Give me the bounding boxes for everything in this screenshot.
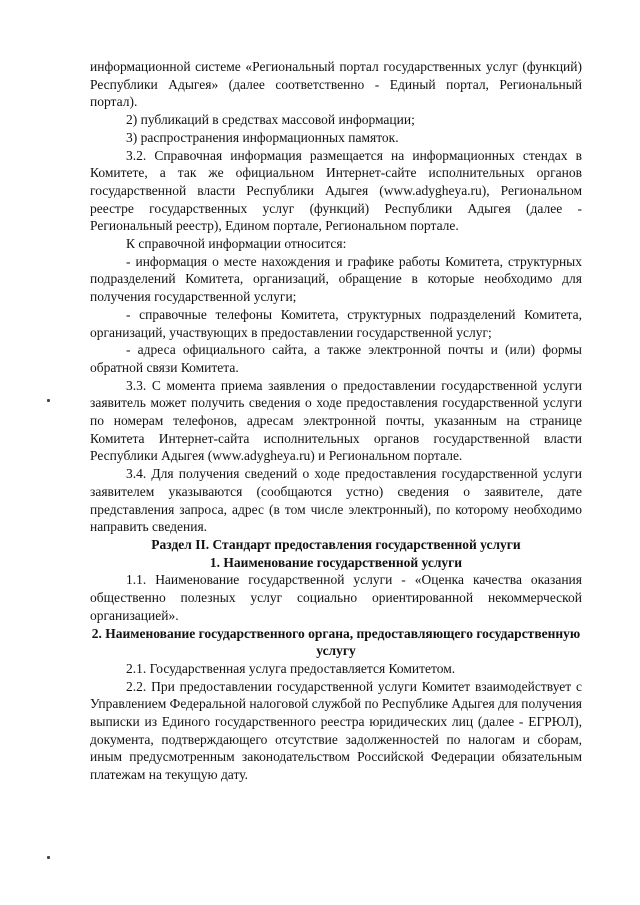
section-heading: Раздел II. Стандарт предоставления государственной услуги	[151, 536, 521, 552]
paragraph-list-item-2: 2) публикаций в средствах массовой информации;	[126, 112, 415, 128]
scan-speck	[47, 856, 50, 859]
paragraph-3-2: 3.2. Справочная информация размещается на информационных стендах в Комитете, а так же официальном Интернет-сайте исполнительных органов государственной власти Республики Адыгея (www.adygheya.ru), Региональном реестре государственных услуг (функций) Республики Адыгея (далее - Региональный реестр), Едином портале, Региональном портале.	[90, 147, 582, 234]
paragraph-1-1: 1.1. Наименование государственной услуги - «Оценка качества оказания общественно полезных услуг социально ориентированной некоммерческой организацией».	[90, 572, 582, 623]
paragraph-bullet-location: - информация о месте нахождения и графике работы Комитета, структурных подразделений Комитета, организаций, обращение в которые необходимо для получения государственной услуги;	[90, 253, 582, 305]
paragraph-2-1: 2.1. Государственная услуга предоставляется Комитетом.	[126, 660, 456, 676]
paragraph-portal-continuation: информационной системе «Региональный портал государственных услуг (функций) Республики Адыгея» (далее соответственно - Единый портал, Региональный портал).	[90, 59, 582, 110]
paragraph-list-item-3: 3) распространения информационных памяток.	[126, 129, 399, 145]
paragraph-3-4: 3.4. Для получения сведений о ходе предоставления государственной услуги заявителем указываются (сообщаются устно) сведения о заявителе, дате представления запроса, адрес (в том числе электронный), по которому необходимо направить сведения.	[90, 466, 582, 535]
paragraph-3-3: 3.3. С момента приема заявления о предоставлении государственной услуги заявитель может получить сведения о ходе предоставления государственной услуги по номерам телефонов, адресам электронной почты, указанным на странице Комитета Интернет-сайта исполнительных органов государственной власти Республики Адыгея (www.adygheya.ru) и Региональном портале.	[90, 377, 582, 464]
paragraph-reference-info-intro: К справочной информации относится:	[126, 236, 347, 252]
document-page	[90, 58, 582, 784]
scan-speck	[47, 399, 50, 402]
paragraph-2-2: 2.2. При предоставлении государственной услуги Комитет взаимодействует с Управлением Федеральной налоговой службой по Республике Адыгея для получения выписки из Единого государственного реестра юридических лиц (далее - ЕГРЮЛ), документа, подтверждающего отсутствие задолженностей по налогам и сборам, иным предусмотренным законодательством Российской Федерации обязательным платежам на текущую дату.	[90, 678, 582, 783]
paragraph-bullet-addresses: - адреса официального сайта, а также электронной почты и (или) формы обратной связи Комитета.	[90, 342, 582, 375]
subheading-2: 2. Наименование государственного органа, предоставляющего государственную услугу	[91, 625, 581, 659]
subheading-1: 1. Наименование государственной услуги	[209, 554, 463, 570]
paragraph-bullet-phones: - справочные телефоны Комитета, структурных подразделений Комитета, организаций, участвующих в предоставлении государственной услуг;	[90, 306, 582, 340]
